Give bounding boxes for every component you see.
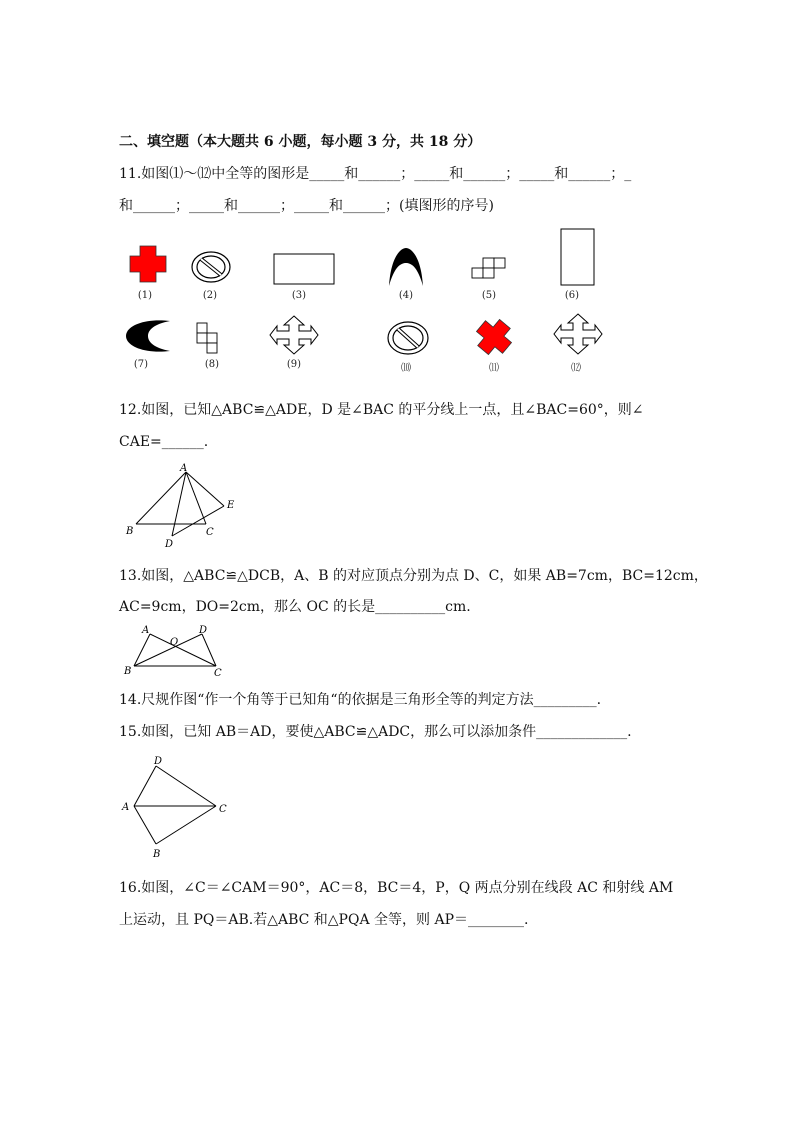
figure-5-square-grid [470, 256, 510, 282]
label-C: C [219, 804, 227, 815]
caption-6: (6) [564, 290, 580, 301]
figure-2-prohibition-sign [190, 250, 232, 284]
q12-text-line1: 12.如图，已知△ABC≌△ADE，D 是∠BAC 的平分线上一点，且∠BAC=60°，则∠ [119, 402, 644, 418]
figure-8-square-grid [194, 320, 226, 356]
figure-11-red-cross-rotated [470, 316, 518, 358]
figure-1-red-cross [126, 244, 170, 284]
caption-2: (2) [202, 290, 218, 301]
caption-7: (7) [133, 359, 149, 370]
label-C: C [214, 668, 222, 679]
figure-12-four-way-arrow [552, 312, 604, 356]
label-O: O [170, 637, 179, 648]
figure-4-arch-shape [386, 246, 426, 288]
q14-text-line1: 14.尺规作图“作一个角等于已知角“的依据是三角形全等的判定方法_________. [119, 692, 602, 708]
q12-triangle-figure [120, 458, 250, 550]
caption-3: (3) [291, 290, 307, 301]
label-D: D [165, 539, 174, 550]
figure-6-tall-rectangle [558, 226, 598, 288]
label-C: C [206, 527, 214, 538]
q15-text-line1: 15.如图，已知 AB＝AD，要使△ABC≌△ADC，那么可以添加条件_____________. [119, 724, 632, 740]
label-E: E [227, 500, 235, 511]
q15-kite-figure [120, 750, 240, 864]
q16-text-line1: 16.如图，∠C＝∠CAM＝90°，AC＝8，BC＝4，P，Q 两点分别在线段 AC 和射线 AM [119, 880, 674, 896]
label-B: B [124, 666, 132, 677]
q11-text-line2: 和______；_____和______；_____和______；(填图形的序号) [119, 198, 494, 214]
caption-12: ⑿ [571, 363, 581, 374]
caption-4: (4) [398, 290, 414, 301]
caption-11: ⑾ [489, 363, 499, 374]
q11-text-line1: 11.如图⑴～⑿中全等的图形是_____和______；_____和______；_____和______；_ [119, 166, 632, 182]
label-A: A [142, 625, 150, 636]
label-D: D [154, 756, 163, 767]
q13-quadrilateral-figure [120, 620, 230, 680]
q13-text-line2: AC=9cm，DO=2cm，那么 OC 的长是__________cm. [119, 599, 471, 615]
caption-8: (8) [204, 359, 220, 370]
label-B: B [126, 526, 134, 537]
figure-7-crescent [124, 318, 172, 354]
q12-text-line2: CAE=______. [119, 434, 209, 450]
figure-10-prohibition-sign [386, 320, 430, 356]
figure-9-four-way-arrow [268, 314, 320, 356]
label-A: A [180, 463, 188, 474]
caption-9: (9) [286, 359, 302, 370]
q16-text-line2: 上运动，且 PQ＝AB.若△ABC 和△PQA 全等，则 AP＝________. [119, 912, 529, 928]
caption-10: ⑽ [401, 363, 411, 374]
section-title: 二、填空题（本大题共 6 小题，每小题 3 分，共 18 分） [119, 134, 482, 150]
caption-5: (5) [481, 290, 497, 301]
q13-text-line1: 13.如图，△ABC≌△DCB，A、B 的对应顶点分别为点 D、C，如果 AB=7cm，BC=12cm， [119, 568, 708, 584]
figure-3-wide-rectangle [272, 252, 338, 286]
label-A: A [122, 802, 130, 813]
caption-1: (1) [137, 290, 153, 301]
label-D: D [199, 625, 208, 636]
label-B: B [153, 849, 161, 860]
